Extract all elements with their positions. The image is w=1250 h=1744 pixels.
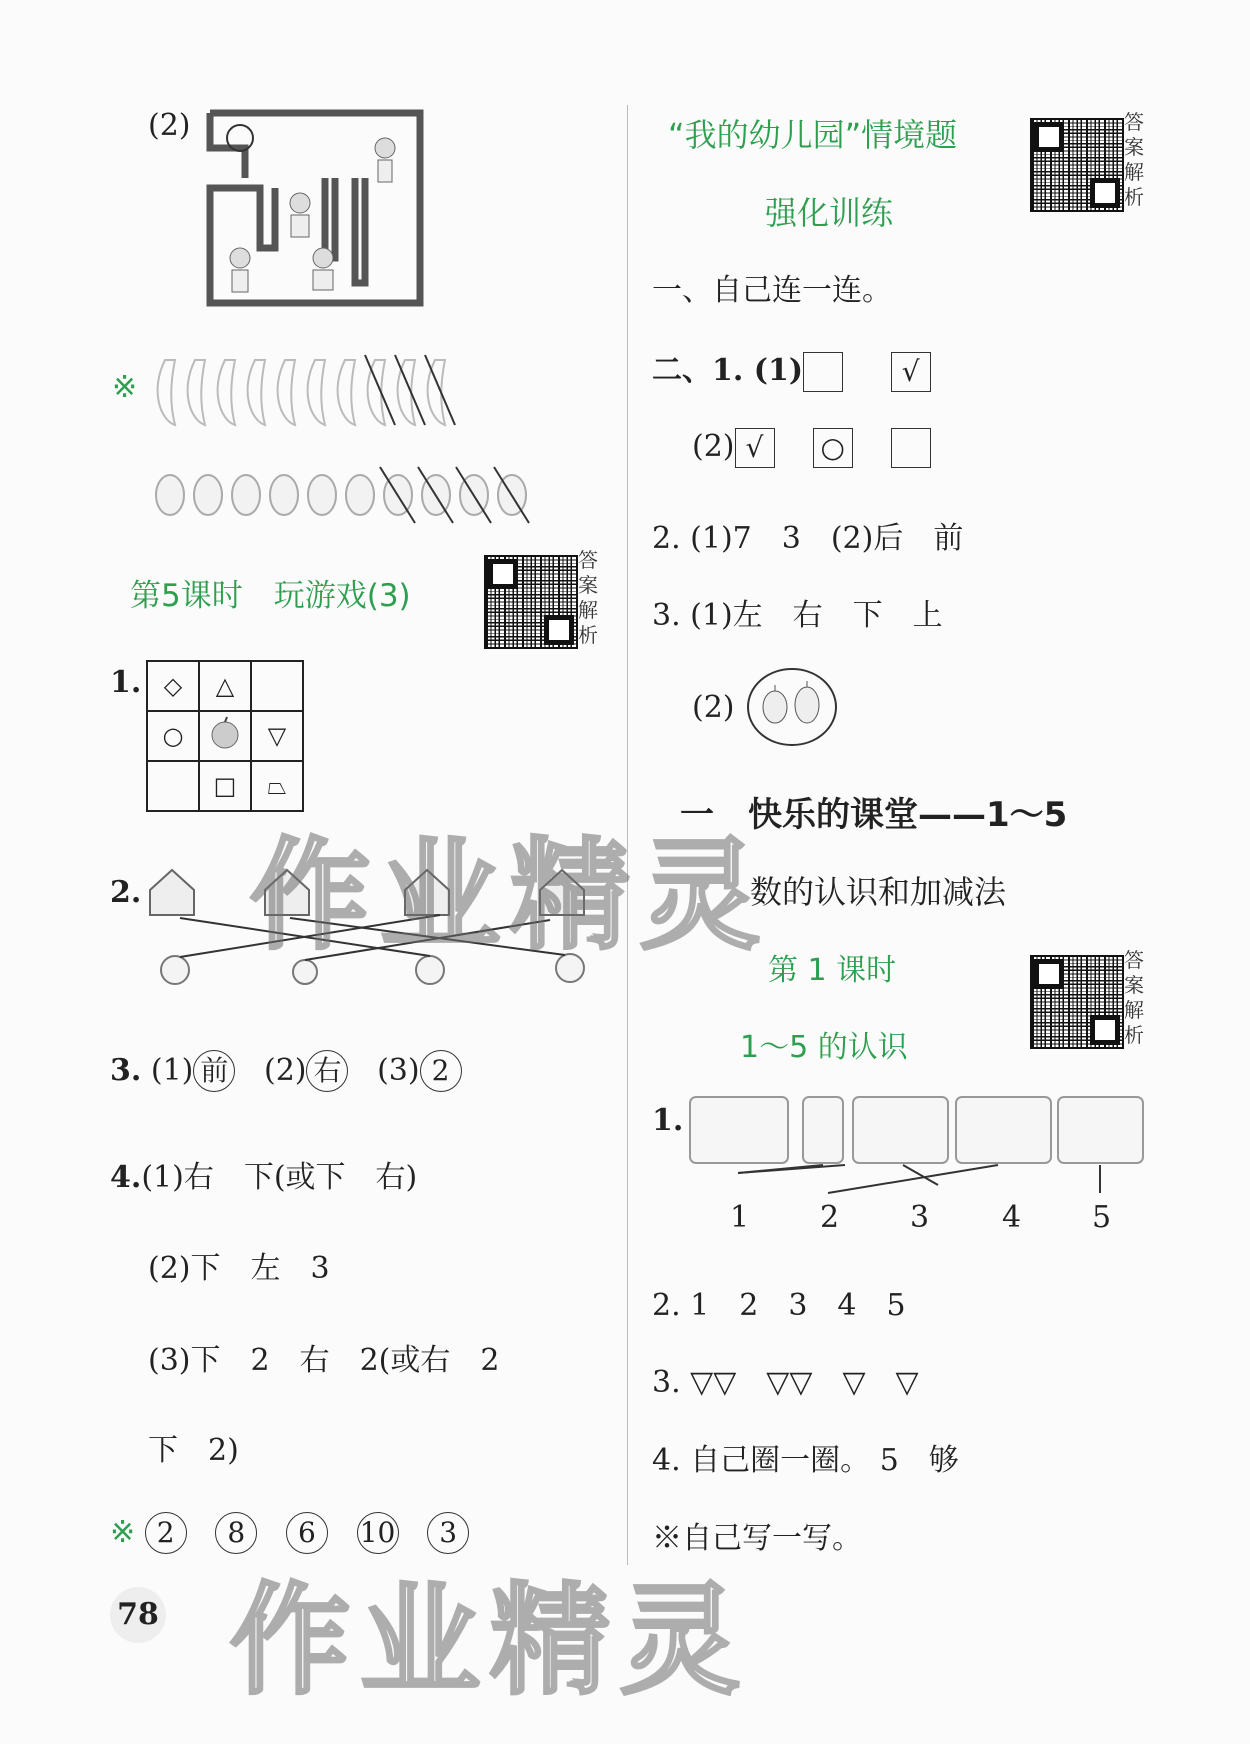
q4-line2: (2)下 左 3: [148, 1251, 330, 1286]
answer-box: √: [891, 352, 931, 392]
section-1: 一、自己连一连。: [652, 273, 892, 308]
page-number: 78: [110, 1587, 166, 1643]
lesson5-title: 第5课时 玩游戏(3): [130, 578, 411, 614]
answer-box: √: [735, 428, 775, 468]
qr-code-lesson1[interactable]: [1030, 955, 1124, 1049]
unit-subtitle: 数的认识和加减法: [750, 873, 1007, 911]
answer-circle: 前: [193, 1050, 235, 1092]
watermark-bottom: 作业精灵: [230, 1572, 750, 1711]
unit-title: 一 快乐的课堂——1～5: [680, 795, 1068, 835]
scenario-title: “我的幼儿园”情境题: [668, 116, 958, 154]
lesson1-subtitle: 1～5 的认识: [740, 1030, 908, 1065]
bananas-row: [150, 350, 470, 430]
answer-circle: 右: [306, 1050, 348, 1092]
answer-circle: 2: [145, 1512, 187, 1554]
number-5: 5: [1092, 1200, 1112, 1235]
q3-row: 3. (1) 前 (2) 右 (3) 2: [110, 1050, 462, 1092]
answer-circle: 2: [420, 1050, 462, 1092]
section-5-label: (2): [692, 690, 735, 725]
qr-code-lesson5[interactable]: [484, 555, 578, 649]
star-mark: ※: [112, 370, 138, 405]
grid-cell: ⏢: [251, 761, 303, 811]
shape-grid: [146, 660, 304, 812]
section-2-1: 二、1. (1) √: [652, 345, 931, 392]
grid-cell: ○: [147, 711, 199, 761]
maze-illustration: [205, 108, 425, 308]
r4: 4. 自己圈一圈。 5 够: [652, 1443, 959, 1478]
watermark-mid: 作业精灵: [250, 827, 770, 966]
qr-code-scenario[interactable]: [1030, 118, 1124, 212]
grid-cell: ◇: [147, 661, 199, 711]
answer-circle: 3: [427, 1512, 469, 1554]
scenario-subtitle: 强化训练: [765, 194, 894, 232]
answer-circle: 6: [286, 1512, 328, 1554]
number-1: 1: [730, 1200, 750, 1235]
grid-cell: □: [199, 761, 251, 811]
section-2-2: (2) √ ○: [692, 428, 931, 468]
lesson1-title: 第 1 课时: [768, 953, 897, 988]
answer-circle: 10: [357, 1512, 399, 1554]
number-3: 3: [910, 1200, 930, 1235]
apple-icon: [199, 711, 251, 761]
maze-label: (2): [148, 108, 191, 143]
qr-label-lesson1: 答 案 解 析: [1124, 948, 1144, 1047]
q4-line1: 4.(1)右 下(或下 右): [110, 1160, 418, 1195]
grid-cell: [251, 661, 303, 711]
r1-number: 1.: [652, 1103, 684, 1138]
qr-label-scenario: 答 案 解 析: [1124, 110, 1144, 209]
answer-box: [803, 352, 843, 392]
answer-box: ○: [813, 428, 853, 468]
qr-label-lesson5: 答 案 解 析: [578, 548, 598, 647]
q2-number: 2.: [110, 875, 142, 910]
grid-cell: △: [199, 661, 251, 711]
section-3: 2. (1)7 3 (2)后 前: [652, 521, 964, 556]
answer-circle: 8: [215, 1512, 257, 1554]
q4-line4: 下 2): [148, 1433, 239, 1468]
grid-cell: ▽: [251, 711, 303, 761]
extra-circles-row: ※ 2 8 6 10 3: [110, 1512, 469, 1554]
section-4: 3. (1)左 右 下 上: [652, 598, 943, 633]
dinosaurs-row: [150, 465, 540, 525]
r5: ※自己写一写。: [652, 1521, 862, 1556]
q4-line3: (3)下 2 右 2(或右 2: [148, 1343, 500, 1378]
lanterns-circle: [745, 665, 840, 750]
answer-box: [891, 428, 931, 468]
q1-number: 1.: [110, 665, 142, 700]
grid-cell: [147, 761, 199, 811]
r3: 3. ▽▽ ▽▽ ▽ ▽: [652, 1365, 919, 1400]
number-2: 2: [820, 1200, 840, 1235]
r2: 2. 1 2 3 4 5: [652, 1288, 906, 1323]
number-4: 4: [1002, 1200, 1022, 1235]
